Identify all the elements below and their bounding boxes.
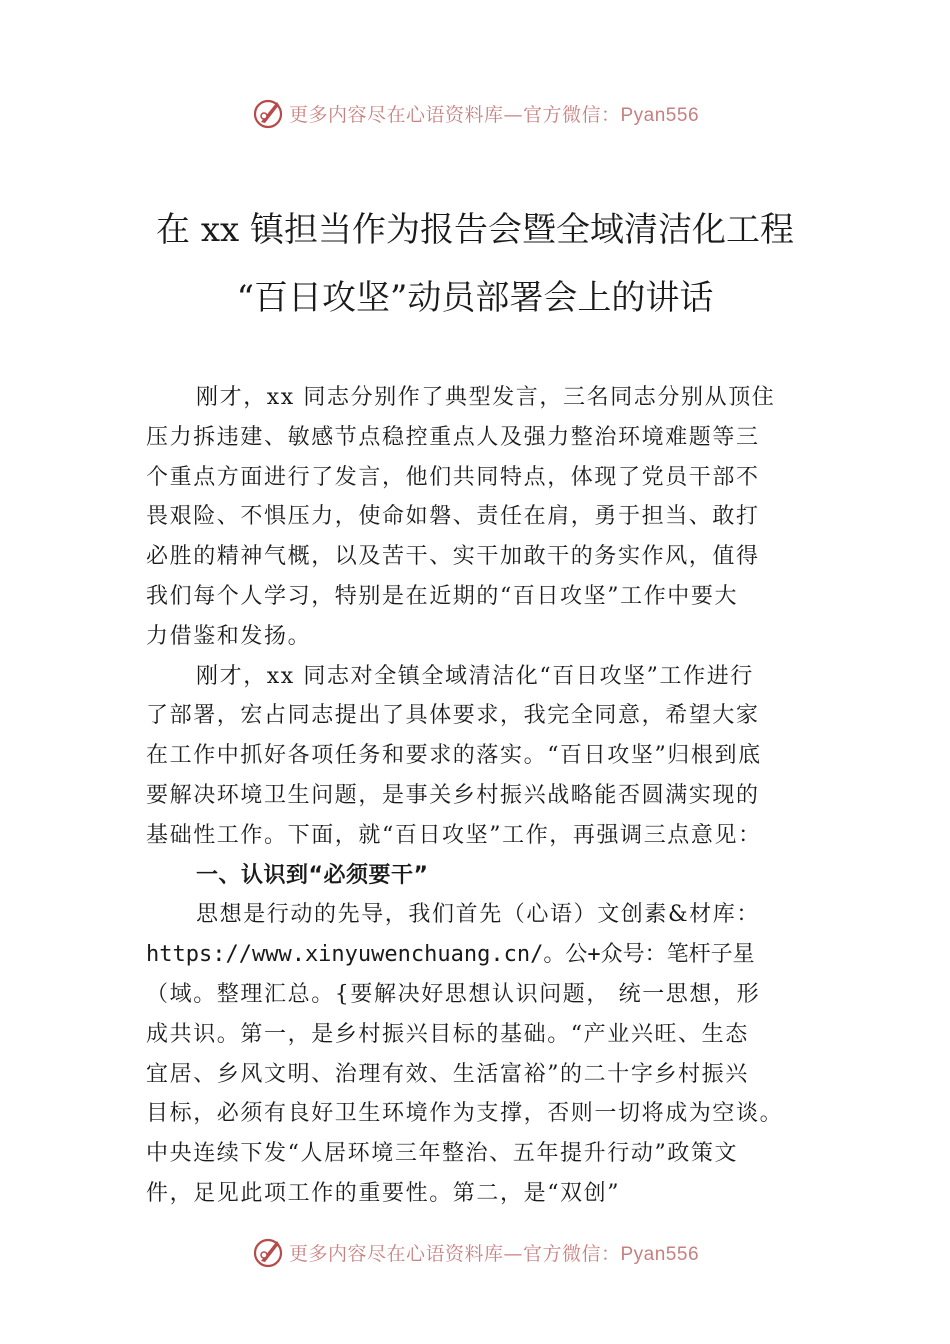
body-line: 中央连续下发“人居环境三年整治、五年提升行动”政策文 (146, 1141, 739, 1167)
body-line: 基础性工作。下面，就“百日攻坚”工作，再强调三点意见： (146, 822, 762, 848)
watermark-text: 更多内容尽在心语资料库—官方微信：Pyan556 (288, 103, 700, 126)
body-line: 力借鉴和发扬。 (146, 623, 312, 649)
body-line: 了部署，宏占同志提出了具体要求，我完全同意，希望大家 (146, 703, 760, 729)
document-title-line-1: 在 xx 镇担当作为报告会暨全域清洁化工程 (156, 210, 794, 250)
body-line: 宜居、乡风文明、治理有效、生活富裕”的二十字乡村振兴 (146, 1061, 749, 1087)
body-line-url: https://www.xinyuwenchuang.cn/。公+众号：笔杆子星 (146, 942, 755, 968)
wechat-id: Pyan556 (620, 104, 700, 126)
quill-logo-icon (251, 1235, 285, 1269)
watermark-banner-top (0, 93, 950, 133)
body-line: 畏艰险、不惧压力，使命如磐、责任在肩，勇于担当、敢打 (146, 504, 760, 530)
body-line: 件，足见此项工作的重要性。第二，是“双创” (146, 1180, 621, 1206)
body-line: （域。整理汇总。{要解决好思想认识问题， 统一思想，形 (146, 981, 761, 1007)
section-heading: 一、认识到“必须要干” (196, 862, 429, 888)
body-line: 在工作中抓好各项任务和要求的落实。“百日攻坚”归根到底 (146, 743, 762, 769)
body-line: 思想是行动的先导，我们首先（心语）文创素&材库： (196, 902, 760, 928)
wechat-id: Pyan556 (620, 1243, 700, 1265)
body-line: 必胜的精神气概，以及苦干、实干加敢干的务实作风，值得 (146, 544, 760, 570)
document-body (146, 378, 806, 1214)
quill-logo-icon (251, 96, 285, 130)
watermark-text: 更多内容尽在心语资料库—官方微信：Pyan556 (288, 1242, 700, 1265)
body-line: 成共识。第一，是乡村振兴目标的基础。“产业兴旺、生态 (146, 1021, 749, 1047)
body-line: 个重点方面进行了发言，他们共同特点，体现了党员干部不 (146, 464, 760, 490)
body-line: 刚才，xx 同志对全镇全域清洁化“百日攻坚”工作进行 (196, 663, 754, 689)
body-line: 我们每个人学习，特别是在近期的“百日攻坚”工作中要大 (146, 583, 739, 609)
body-line: 刚才，xx 同志分别作了典型发言，三名同志分别从顶住 (196, 385, 776, 410)
body-line: 压力拆违建、敏感节点稳控重点人及强力整治环境难题等三 (146, 424, 760, 450)
watermark-banner-bottom (0, 1232, 950, 1272)
body-line: 目标，必须有良好卫生环境作为支撑，否则一切将成为空谈。 (146, 1101, 784, 1127)
body-line: 要解决环境卫生问题，是事关乡村振兴战略能否圆满实现的 (146, 782, 760, 808)
document-title-line-2: “百日攻坚”动员部署会上的讲话 (236, 278, 714, 318)
